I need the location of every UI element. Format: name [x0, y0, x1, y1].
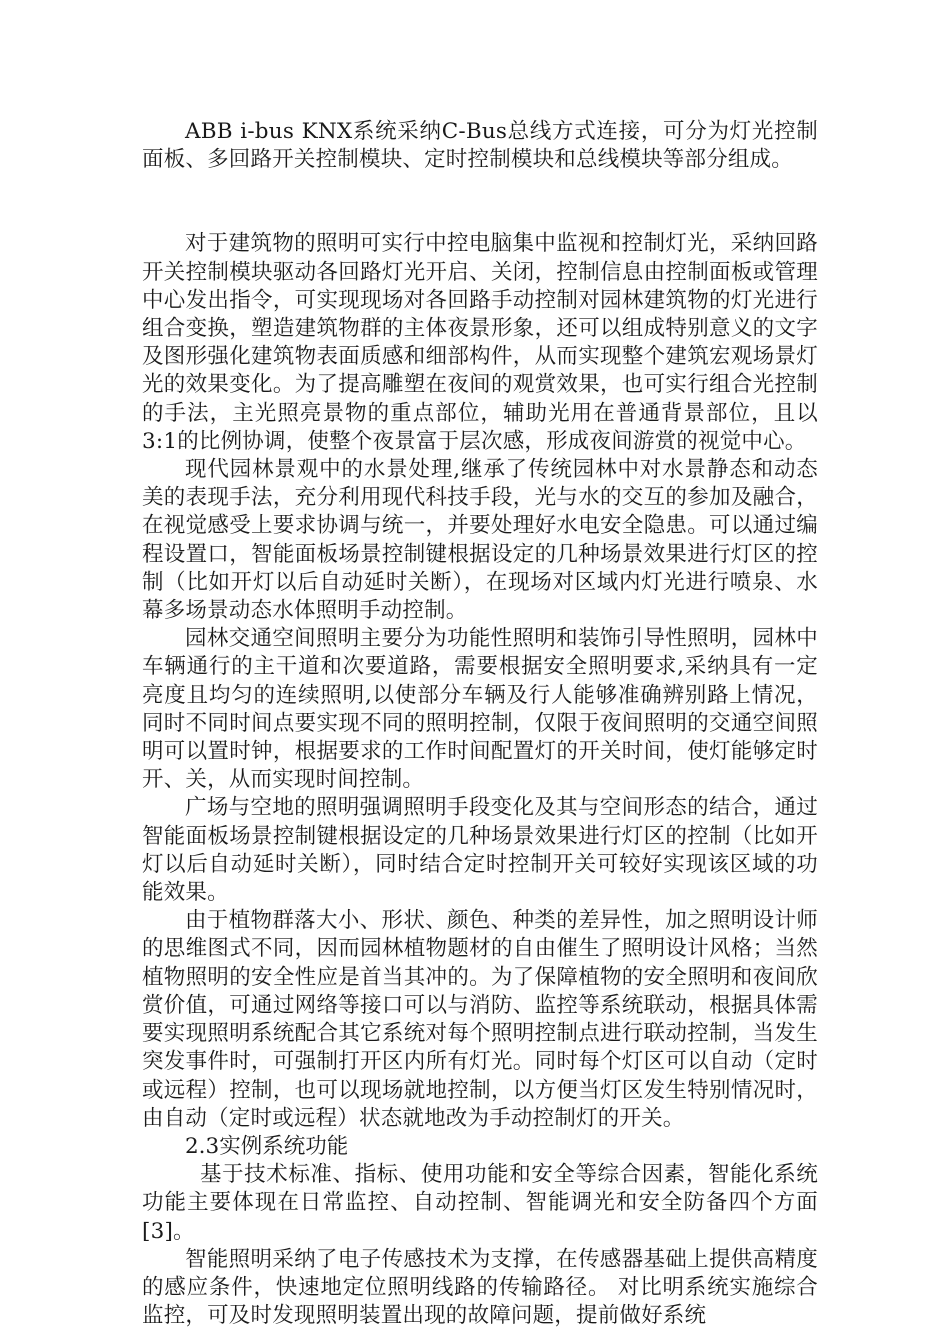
paragraph-spacer: [142, 174, 818, 230]
section-heading: 2.3实例系统功能: [185, 1133, 349, 1159]
paragraph-traffic-lighting: 园林交通空间照明主要分为功能性照明和装饰引导性照明，园林中车辆通行的主干道和次要道路，需要根据安全照明要求,采纳具有一定亮度且均匀的连续照明,以使部分车辆及行人能够准确辨别路上情况，同时不同时间点要实现不同的照明控制，仅限于夜间照明的交通空间照明可以置时钟，根据要求的工作时间配置灯的开关时间，使灯能够定时开、关，从而实现时间控制。: [142, 626, 818, 793]
paragraph-water-lighting: 现代园林景观中的水景处理,继承了传统园林中对水景静态和动态美的表现手法，充分利用现代科技手段，光与水的交互的参加及融合，在视觉感受上要求协调与统一，并要处理好水电安全隐患。可以通过编程设置口，智能面板场景控制键根据设定的几种场景效果进行灯区的控制（比如开灯以后自动延时关断），在现场对区域内灯光进行喷泉、水幕多场景动态水体照明手动控制。: [142, 457, 818, 624]
paragraph-abb-system: ABB i-bus KNX系统采纳C-Bus总线方式连接，可分为灯光控制面板、多回路开关控制模块、定时控制模块和总线模块等部分组成。: [142, 119, 818, 173]
paragraph-plaza-lighting: 广场与空地的照明强调照明手段变化及其与空间形态的结合，通过智能面板场景控制键根据设定的几种场景效果进行灯区的控制（比如开灯以后自动延时关断），同时结合定时控制开关可较好实现该区域的功能效果。: [142, 795, 818, 906]
paragraph-system-functions: 基于技术标准、指标、使用功能和安全等综合因素，智能化系统功能主要体现在日常监控、自动控制、智能调光和安全防备四个方面[3]。: [142, 1162, 818, 1244]
paragraph-plant-lighting: 由于植物群落大小、形状、颜色、种类的差异性，加之照明设计师的思维图式不同，因而园林植物题材的自由催生了照明设计风格；当然植物照明的安全性应是首当其冲的。为了保障植物的安全照明和夜间欣赏价值，可通过网络等接口可以与消防、监控等系统联动，根据具体需要实现照明系统配合其它系统对每个照明控制点进行联动控制，当发生突发事件时，可强制打开区内所有灯光。同时每个灯区可以自动（定时或远程）控制，也可以现场就地控制，以方便当灯区发生特别情况时，由自动（定时或远程）状态就地改为手动控制灯的开关。: [142, 908, 818, 1131]
paragraph-building-lighting: 对于建筑物的照明可实行中控电脑集中监视和控制灯光，采纳回路开关控制模块驱动各回路灯光开启、关闭，控制信息由控制面板或管理中心发出指令，可实现现场对各回路手动控制对园林建筑物的灯光进行组合变换，塑造建筑物群的主体夜景形象，还可以组成特别意义的文字及图形强化建筑物表面质感和细部构件，从而实现整个建筑宏观场景灯光的效果变化。为了提高雕塑在夜间的观赏效果，也可实行组合光控制的手法，主光照亮景物的重点部位，辅助光用在普通背景部位，且以3:1的比例协调，使整个夜景富于层次感，形成夜间游赏的视觉中心。: [142, 231, 818, 454]
paragraph-sensor-monitoring: 智能照明采纳了电子传感技术为支撑，在传感器基础上提供高精度的感应条件，快速地定位照明线路的传输路径。 对比明系统实施综合监控，可及时发现照明装置出现的故障问题，提前做好系统: [142, 1246, 818, 1329]
document-page: [142, 118, 818, 1330]
